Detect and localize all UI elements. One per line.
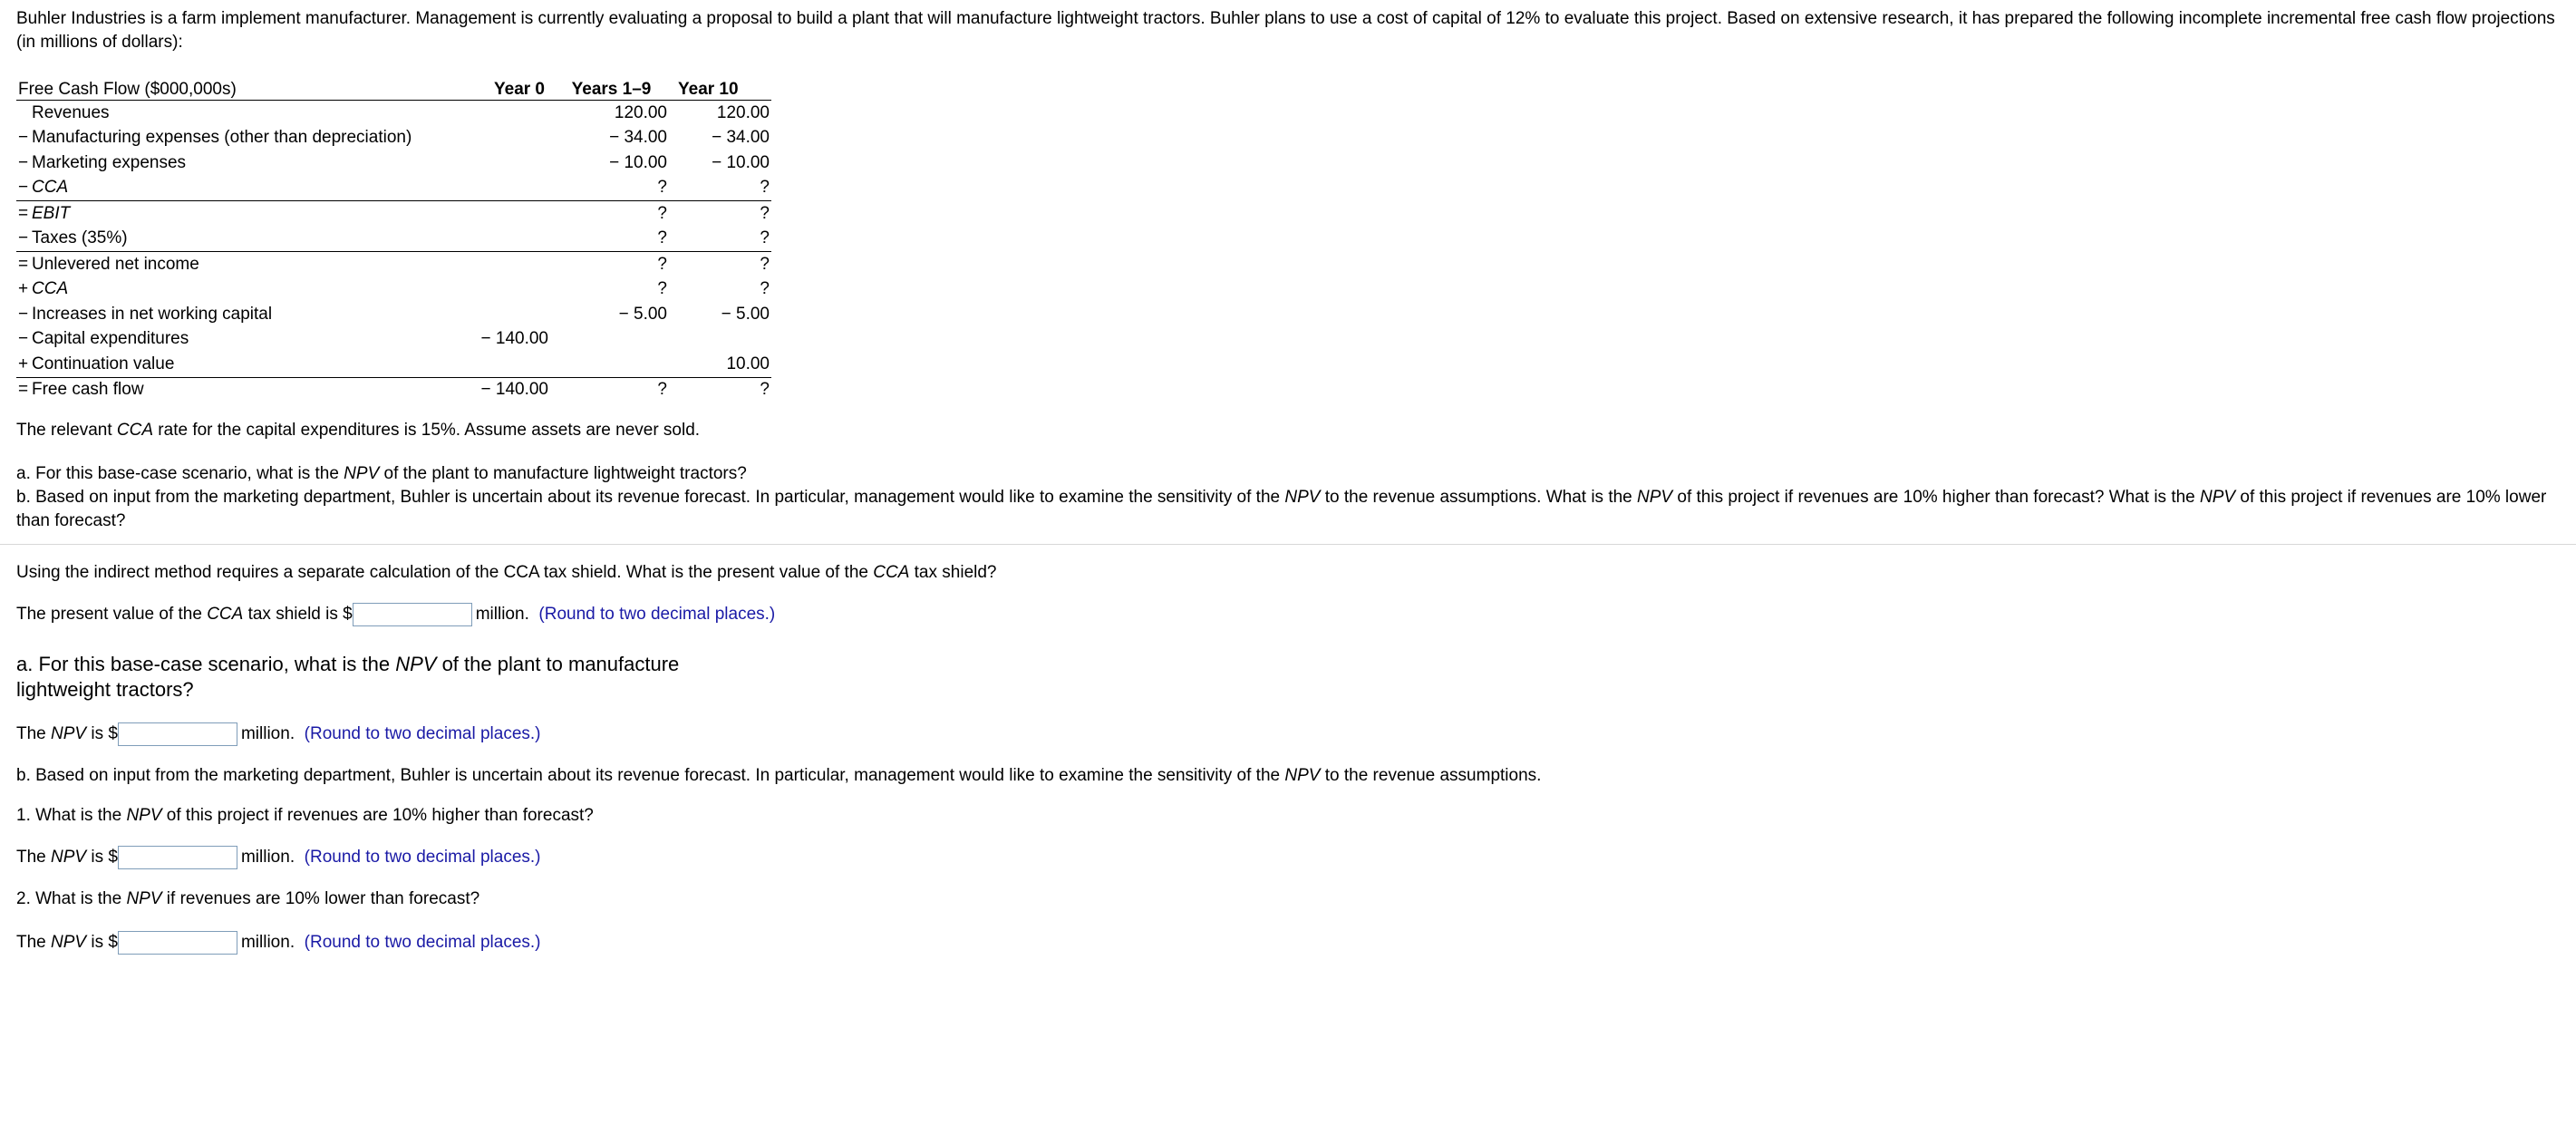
npv-b1-answer-line: The NPV is $ million. (Round to two decimal places.): [16, 846, 2560, 869]
part-b1-question: 1. What is the NPV of this project if revenues are 10% higher than forecast?: [16, 806, 594, 826]
round-hint: (Round to two decimal places.): [304, 933, 541, 953]
cell-years1-9: 120.00: [614, 102, 667, 122]
row-label: Taxes (35%): [32, 228, 128, 248]
npv-b2-answer-line: The NPV is $ million. (Round to two decimal places.): [16, 931, 2560, 955]
cell-year0: [442, 126, 552, 151]
table-row: [16, 150, 771, 176]
row-label: Revenues: [32, 102, 110, 122]
cell-year10: − 10.00: [712, 152, 770, 172]
table-header-row: [16, 76, 771, 101]
cell-year0: [442, 176, 552, 201]
cell-years1-9: ?: [657, 228, 667, 248]
part-b2-question: 2. What is the NPV if revenues are 10% lower than forecast?: [16, 889, 480, 909]
row-symbol: −: [18, 228, 29, 248]
row-symbol: −: [18, 152, 29, 172]
cell-year0: [442, 201, 552, 227]
cell-years1-9: ?: [552, 201, 671, 227]
cell-year0: [442, 277, 552, 303]
cell-years1-9: − 34.00: [609, 128, 667, 148]
header-year0: Year 0: [442, 76, 552, 101]
cell-year10: ?: [671, 201, 771, 227]
question-b: b. Based on input from the marketing department, Buhler is uncertain about its revenue forecast. In particular, management would like to examine the sensitivity of the NPV to the revenue assumptions. What is the NPV of this project if revenues are 10% higher than forecast? What is the NPV of this project if revenues are 10% lower than forecast?: [16, 488, 2547, 530]
cell-year10: ?: [671, 377, 771, 402]
row-symbol: −: [18, 128, 29, 148]
row-label: Marketing expenses: [32, 152, 187, 172]
cell-year10: 120.00: [716, 102, 770, 122]
cell-years1-9: − 5.00: [618, 304, 667, 324]
cell-year0: [442, 101, 552, 126]
header-years1-9: Years 1–9: [552, 76, 671, 101]
table-row: [16, 227, 771, 252]
problem-intro: Buhler Industries is a farm implement manufacturer. Management is currently evaluating a proposal to build a plant that will manufacture lightweight tractors. Buhler plans to use a cost of capital of 12% to evaluate this project. Based on extensive research, it has prepared the following incomplete incremental free cash flow projections (in millions of dollars):: [16, 9, 2555, 52]
cell-year0: [442, 302, 552, 327]
cell-year0: − 140.00: [480, 329, 548, 349]
cell-year0: [442, 352, 552, 377]
cell-year0: [442, 150, 552, 176]
row-label: Capital expenditures: [32, 329, 189, 349]
cell-years1-9: ?: [657, 178, 667, 198]
cell-year0: [442, 227, 552, 252]
cell-year10: ?: [760, 178, 770, 198]
table-row: [16, 352, 771, 377]
table-row: [16, 101, 771, 126]
table-row: [16, 176, 771, 201]
cell-year10: ?: [760, 228, 770, 248]
cell-years1-9: ?: [552, 252, 671, 277]
table-row: [16, 126, 771, 151]
cell-year10: ?: [671, 252, 771, 277]
cell-years1-9: ?: [657, 279, 667, 299]
npv-b2-input[interactable]: [118, 931, 237, 955]
cell-years1-9: ?: [552, 377, 671, 402]
table-row: [16, 201, 771, 227]
part-a-heading: a. For this base-case scenario, what is the NPV of the plant to manufacture lightweight tractors?: [16, 653, 680, 702]
round-hint: (Round to two decimal places.): [304, 724, 541, 744]
row-symbol: =: [18, 380, 29, 400]
row-symbol: =: [18, 254, 29, 274]
row-symbol: −: [18, 304, 29, 324]
row-symbol: −: [18, 329, 29, 349]
section-divider: [0, 544, 2576, 545]
header-label: Free Cash Flow ($000,000s): [16, 76, 442, 101]
table-row: [16, 252, 771, 277]
cell-year10: 10.00: [726, 354, 770, 373]
header-year10: Year 10: [671, 76, 771, 101]
row-label: Manufacturing expenses (other than depreciation): [32, 128, 412, 148]
cca-rate-note: The relevant CCA rate for the capital expenditures is 15%. Assume assets are never sold.: [16, 421, 701, 440]
cell-years1-9: [552, 352, 671, 377]
cell-year10: − 34.00: [712, 128, 770, 148]
table-row: [16, 277, 771, 303]
cell-year10: [671, 327, 771, 353]
row-label: CCA: [32, 279, 69, 299]
cell-years1-9: [552, 327, 671, 353]
cell-years1-9: − 10.00: [609, 152, 667, 172]
row-label: Increases in net working capital: [32, 304, 273, 324]
row-label: Continuation value: [32, 354, 175, 373]
cell-year0: [442, 252, 552, 277]
tax-shield-answer-line: The present value of the CCA tax shield is $ million. (Round to two decimal places.): [16, 603, 2560, 626]
cell-year0: − 140.00: [442, 377, 552, 402]
table-row: [16, 327, 771, 353]
round-hint: (Round to two decimal places.): [304, 848, 541, 868]
row-symbol: −: [18, 178, 29, 198]
row-label: EBIT: [32, 203, 71, 223]
npv-a-input[interactable]: [118, 722, 237, 746]
cell-year10: − 5.00: [721, 304, 770, 324]
round-hint: (Round to two decimal places.): [538, 605, 776, 625]
row-symbol: =: [18, 203, 29, 223]
cell-year10: ?: [760, 279, 770, 299]
npv-b1-input[interactable]: [118, 846, 237, 869]
free-cash-flow-table: [16, 76, 771, 402]
row-label: Unlevered net income: [32, 254, 199, 274]
npv-a-answer-line: The NPV is $ million. (Round to two decimal places.): [16, 722, 2560, 746]
question-a: a. For this base-case scenario, what is the NPV of the plant to manufacture lightweight tractors?: [16, 464, 747, 483]
tax-shield-question: Using the indirect method requires a separate calculation of the CCA tax shield. What is the present value of the CCA tax shield?: [16, 563, 997, 582]
row-symbol: +: [18, 354, 29, 373]
row-symbol: +: [18, 279, 29, 299]
tax-shield-input[interactable]: [353, 603, 472, 626]
row-label: Free cash flow: [32, 380, 144, 400]
part-b-heading: b. Based on input from the marketing department, Buhler is uncertain about its revenue forecast. In particular, management would like to examine the sensitivity of the NPV to the revenue assumptions.: [16, 766, 1542, 786]
table-row: [16, 302, 771, 327]
table-row: [16, 377, 771, 402]
row-label: CCA: [32, 178, 69, 198]
